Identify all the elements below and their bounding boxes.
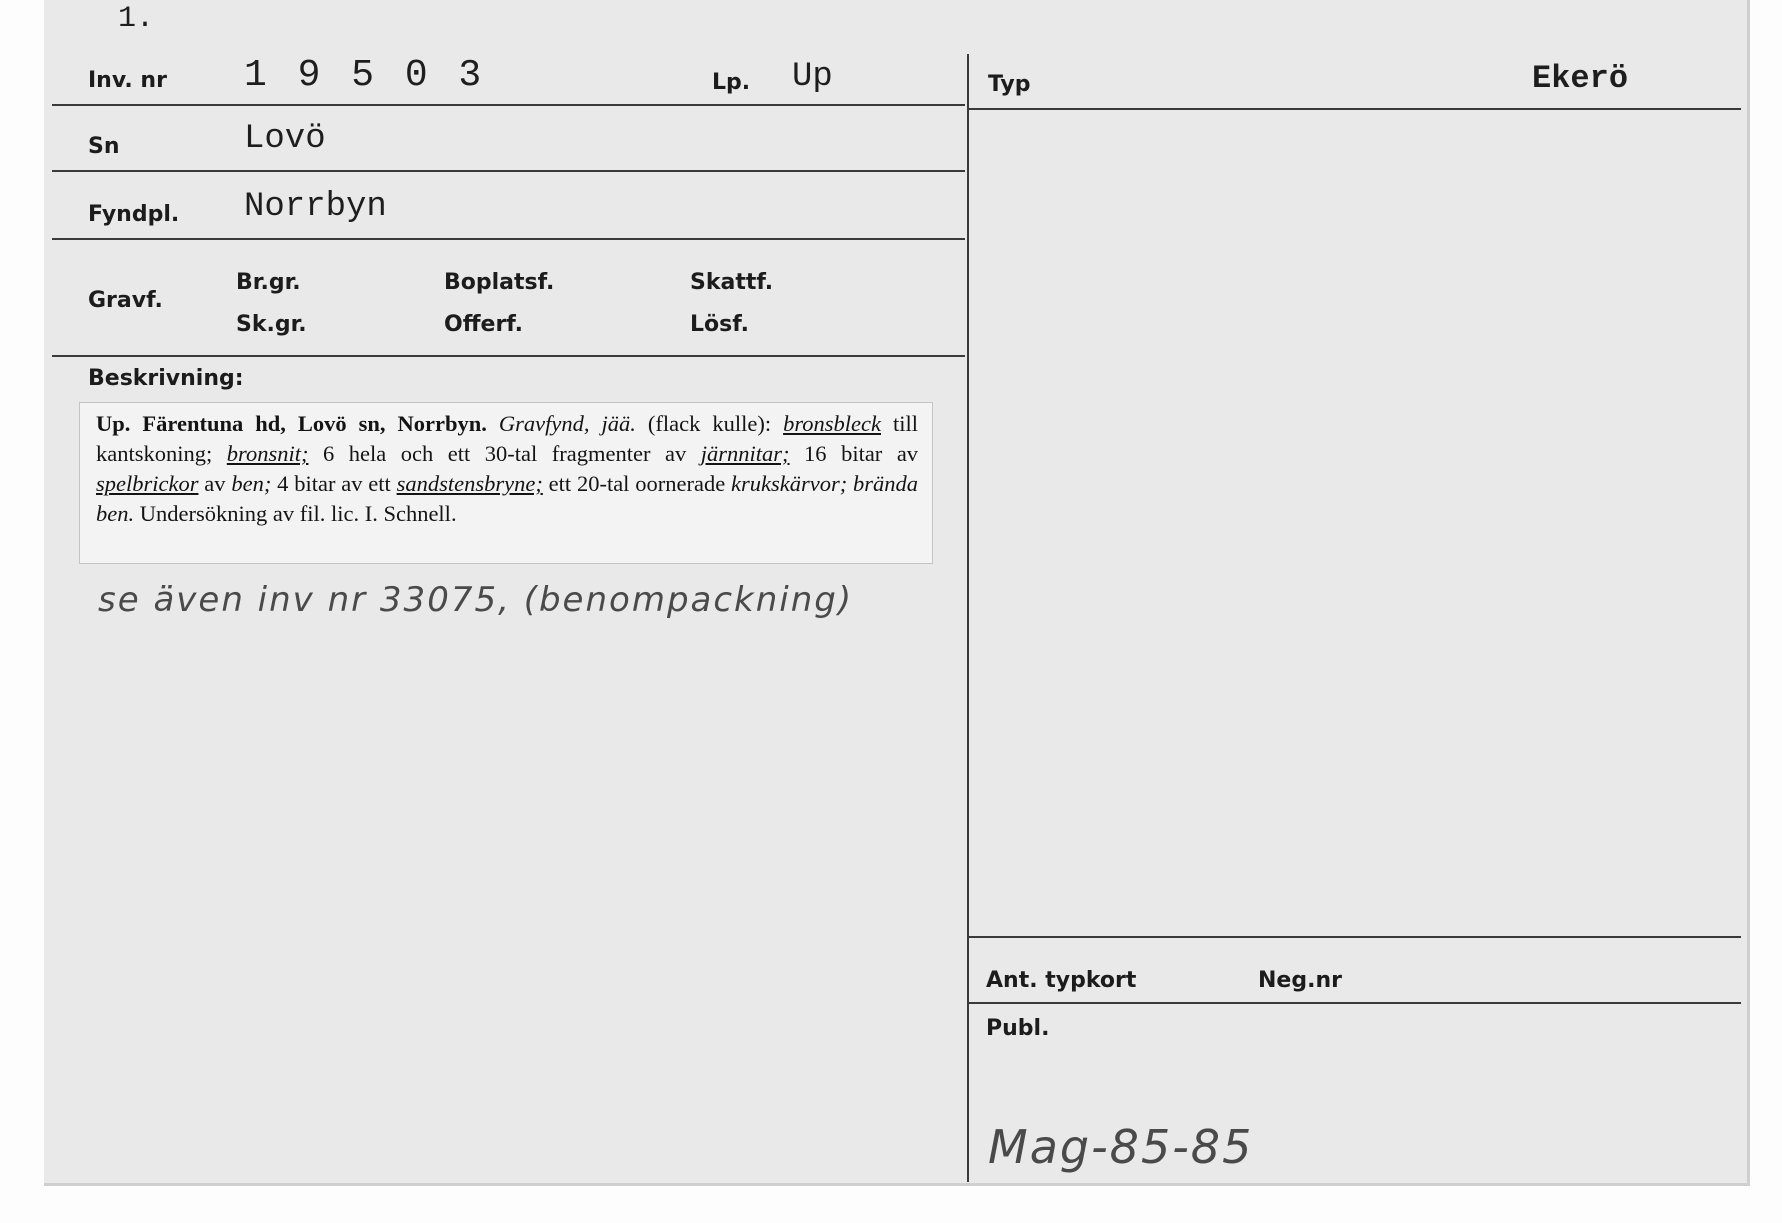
lp-label: Lp.: [712, 70, 751, 95]
inv-nr-value: 1 9 5 0 3: [244, 54, 486, 97]
offerf-label: Offerf.: [444, 312, 524, 337]
corner-number: 1.: [118, 2, 155, 36]
neg-nr-label: Neg.nr: [1258, 968, 1342, 993]
desc-text-part: till kantskoning;: [96, 411, 918, 466]
desc-material: ben;: [231, 471, 272, 496]
desc-text-part: (flack kulle):: [647, 411, 772, 436]
desc-text-part: ett 20-tal oornerade: [548, 471, 726, 496]
skgr-label: Sk.gr.: [236, 312, 307, 337]
brgr-label: Br.gr.: [236, 270, 301, 295]
sn-label: Sn: [88, 134, 120, 159]
desc-text-part: 16 bitar av: [804, 441, 919, 466]
inv-nr-label: Inv. nr: [88, 68, 167, 93]
desc-text-part: av: [204, 471, 226, 496]
desc-item: bronsnit;: [226, 441, 309, 466]
description-text: [80, 403, 932, 529]
beskrivning-label: Beskrivning:: [88, 366, 244, 391]
losf-label: Lösf.: [690, 312, 749, 337]
desc-item: krukskärvor; brända ben.: [96, 471, 919, 526]
desc-item: sandstensbryne;: [396, 471, 543, 496]
column-divider: [967, 54, 969, 1182]
row-rule: [969, 936, 1741, 938]
gravf-label: Gravf.: [88, 288, 163, 313]
desc-text-part: 4 bitar av ett: [277, 471, 391, 496]
sn-value: Lovö: [244, 120, 326, 158]
typ-value: Ekerö: [1532, 60, 1629, 97]
boplatsf-label: Boplatsf.: [444, 270, 555, 295]
skattf-label: Skattf.: [690, 270, 774, 295]
row-rule: [52, 238, 965, 240]
handwritten-note: se även inv nr 33075, (benompackning): [98, 580, 854, 620]
row-rule: [52, 170, 965, 172]
typ-label: Typ: [988, 72, 1031, 97]
desc-item: bronsbleck: [783, 411, 881, 436]
desc-find-type: Gravfynd, jää.: [498, 411, 636, 436]
description-slip: [79, 402, 933, 564]
row-rule: [969, 1002, 1741, 1004]
desc-text-part: 6 hela och ett 30-tal fragmenter av: [323, 441, 687, 466]
desc-item: järnnitar;: [700, 441, 790, 466]
catalogue-card: [44, 0, 1750, 1186]
row-rule: [52, 355, 965, 357]
ant-typkort-label: Ant. typkort: [986, 968, 1137, 993]
desc-heading: Up. Färentuna hd, Lovö sn, Norrbyn.: [96, 411, 487, 436]
handwritten-publ: Mag-85-85: [988, 1120, 1254, 1174]
publ-label: Publ.: [986, 1016, 1050, 1041]
fyndpl-value: Norrbyn: [244, 188, 387, 226]
desc-text-part: Undersökning av fil. lic. I. Schnell.: [139, 501, 457, 526]
row-rule: [969, 108, 1741, 110]
desc-item: spelbrickor: [96, 471, 199, 496]
fyndpl-label: Fyndpl.: [88, 202, 180, 227]
lp-value: Up: [792, 58, 833, 96]
row-rule: [52, 104, 965, 106]
